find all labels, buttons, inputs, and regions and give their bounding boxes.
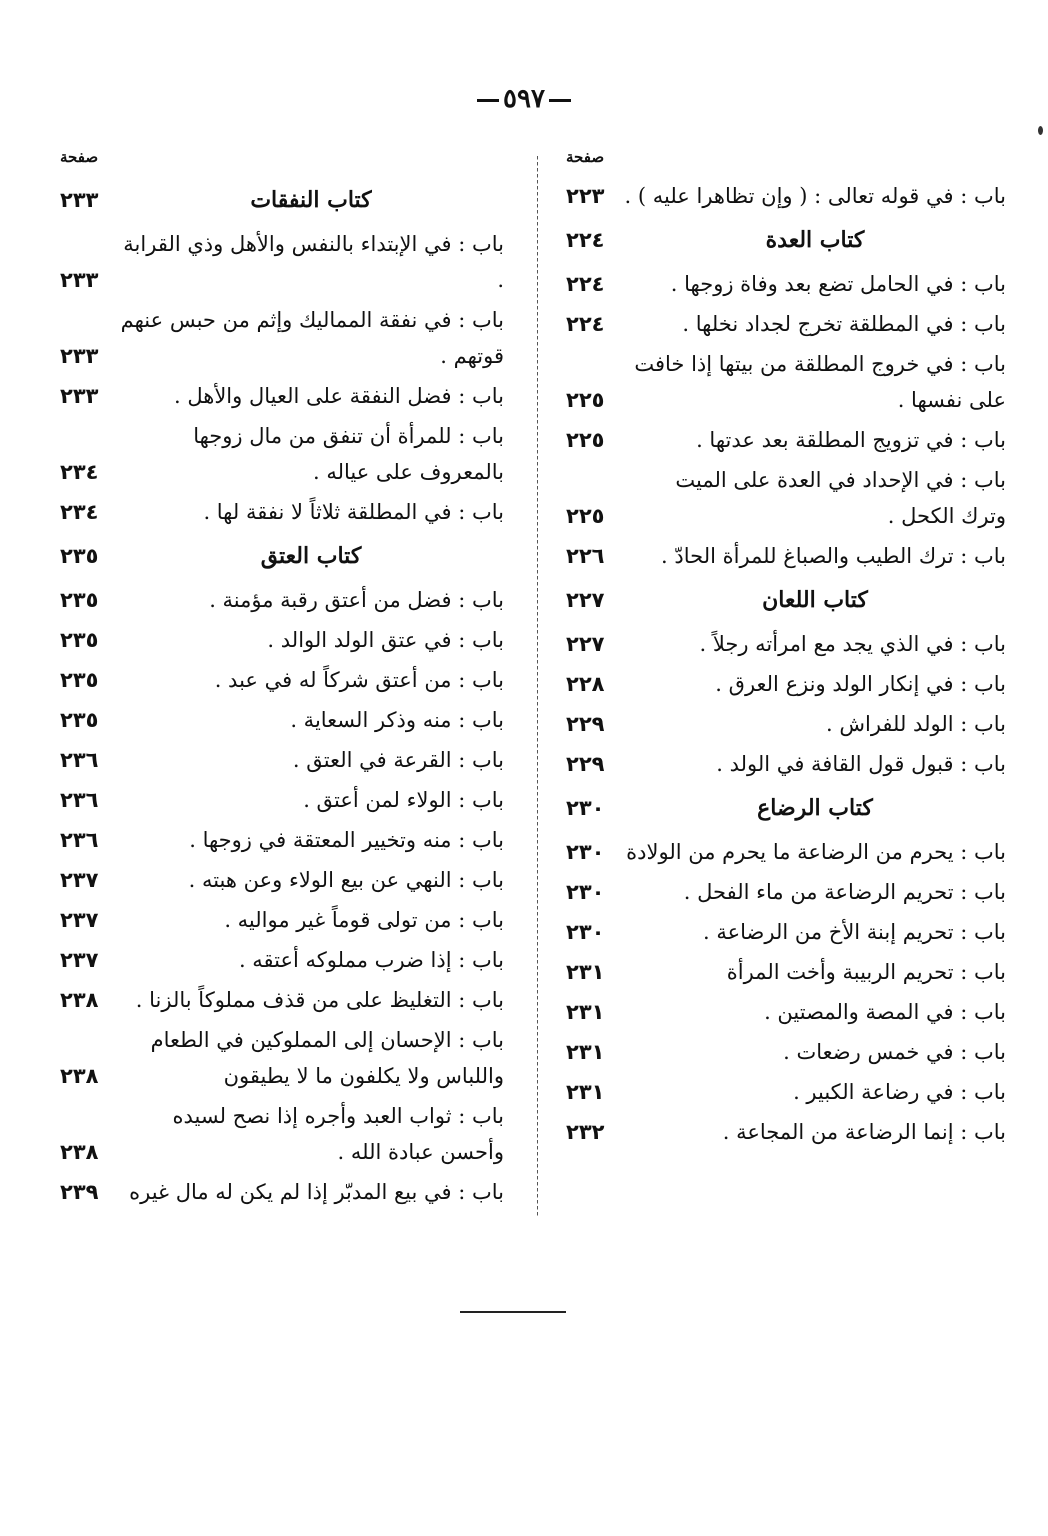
dash-left bbox=[549, 99, 571, 102]
chapter-entry-row bbox=[60, 780, 504, 820]
chapter-title: باب : النهي عن بيع الولاء وعن هبته . bbox=[188, 868, 504, 892]
chapter-title: باب : في عتق الولد الوالد . bbox=[267, 628, 504, 652]
chapter-entry-row bbox=[60, 416, 504, 492]
chapter-entry-row bbox=[566, 460, 1006, 536]
chapter-title: باب : تحريم الرضاعة من ماء الفحل . bbox=[683, 880, 1006, 904]
page-ref: ٢٢٥ bbox=[566, 504, 605, 528]
chapter-title: باب : من تولى قوماً غير مواليه . bbox=[224, 908, 504, 932]
chapter-title: باب : في رضاعة الكبير . bbox=[793, 1080, 1006, 1104]
chapter-entry-row bbox=[566, 912, 1006, 952]
chapter-entry-row bbox=[566, 832, 1006, 872]
chapter-title: باب : من أعتق شركاً له في عبد . bbox=[214, 668, 504, 692]
page-ref: ٢٣١ bbox=[566, 960, 605, 984]
chapter-entry-row bbox=[566, 952, 1006, 992]
chapter-title: باب : يحرم من الرضاعة ما يحرم من الولادة bbox=[626, 840, 1006, 864]
page-column-header-label: صفحة bbox=[566, 148, 605, 166]
chapter-title: باب : تحريم إبنة الأخ من الرضاعة . bbox=[702, 920, 1006, 944]
page-ref: ٢٣٩ bbox=[60, 1180, 99, 1204]
page-ref: ٢٣٥ bbox=[60, 668, 99, 692]
bottom-rule bbox=[460, 1311, 566, 1313]
page-ref: ٢٢٩ bbox=[566, 752, 605, 776]
chapter-title: باب : قبول قول القافة في الولد . bbox=[716, 752, 1006, 776]
chapter-entry-row bbox=[60, 900, 504, 940]
page-ref: ٢٣٠ bbox=[566, 920, 605, 944]
chapter-title: باب : القرعة في العتق . bbox=[292, 748, 504, 772]
page-ref: ٢٢٩ bbox=[566, 712, 605, 736]
chapter-title: باب : في الإبتداء بالنفس والأهل وذي القرابة . bbox=[123, 232, 504, 292]
chapter-title: باب : منه وتخيير المعتقة في زوجها . bbox=[189, 828, 504, 852]
chapter-entry-row bbox=[60, 1096, 504, 1172]
page-column-header-label: صفحة bbox=[60, 148, 99, 166]
page-ref: ٢٣٥ bbox=[60, 588, 99, 612]
page-column-header bbox=[566, 148, 1006, 176]
page-ref: ٢٣٨ bbox=[60, 1064, 99, 1088]
chapter-entry-row bbox=[566, 1032, 1006, 1072]
chapter-title: باب : الإحسان إلى المملوكين في الطعام واللباس ولا يكلفون ما لا يطيقون bbox=[150, 1028, 504, 1088]
page-ref: ٢٣٢ bbox=[566, 1120, 605, 1144]
chapter-title: باب : في نفقة المماليك وإثم من حبس عنهم قوتهم . bbox=[120, 308, 504, 368]
page-ref: ٢٣٣ bbox=[60, 384, 99, 408]
chapter-entry-row bbox=[60, 740, 504, 780]
right-column bbox=[566, 148, 1006, 1152]
page-ref: ٢٣٣ bbox=[60, 188, 99, 212]
page-ref: ٢٢٥ bbox=[566, 428, 605, 452]
page-number bbox=[0, 84, 1048, 114]
chapter-entry-row bbox=[566, 1072, 1006, 1112]
page-ref: ٢٣٦ bbox=[60, 828, 99, 852]
chapter-entry-row bbox=[60, 300, 504, 376]
chapter-entry-row bbox=[60, 620, 504, 660]
page-ref: ٢٢٧ bbox=[566, 588, 605, 612]
book-heading-row bbox=[566, 216, 1006, 264]
chapter-entry-row bbox=[566, 536, 1006, 576]
chapter-title: باب : تحريم الربيبة وأخت المرأة bbox=[726, 960, 1006, 984]
chapter-title: باب : في قوله تعالى : ( وإن تظاهرا عليه ) . bbox=[624, 184, 1006, 208]
chapter-entry-row bbox=[60, 492, 504, 532]
page-ref: ٢٣١ bbox=[566, 1000, 605, 1024]
chapter-title: باب : إنما الرضاعة من المجاعة . bbox=[722, 1120, 1006, 1144]
page-ref: ٢٣٠ bbox=[566, 880, 605, 904]
page-ref: ٢٢٨ bbox=[566, 672, 605, 696]
page-ref: ٢٣٤ bbox=[60, 460, 99, 484]
chapter-title: باب : في الإحداد في العدة على الميت وترك الكحل . bbox=[675, 468, 1006, 528]
book-title: كتاب العتق bbox=[260, 543, 362, 569]
chapter-title: باب : في خروج المطلقة من بيتها إذا خافت على نفسها . bbox=[634, 352, 1006, 412]
left-column-entries bbox=[60, 176, 504, 1212]
scan-speck bbox=[1038, 126, 1043, 135]
book-title: كتاب العدة bbox=[765, 227, 865, 253]
page-ref: ٢٣٤ bbox=[60, 500, 99, 524]
book-title: كتاب النفقات bbox=[250, 187, 372, 213]
page-ref: ٢٣٠ bbox=[566, 796, 605, 820]
chapter-entry-row bbox=[566, 624, 1006, 664]
page-ref: ٢٣١ bbox=[566, 1080, 605, 1104]
chapter-title: باب : ثواب العبد وأجره إذا نصح لسيده وأحسن عبادة الله . bbox=[172, 1104, 504, 1164]
chapter-entry-row bbox=[566, 664, 1006, 704]
book-title: كتاب اللعان bbox=[762, 587, 868, 613]
page-ref: ٢٢٧ bbox=[566, 632, 605, 656]
chapter-entry-row bbox=[60, 1172, 504, 1212]
page-ref: ٢٢٤ bbox=[566, 312, 605, 336]
chapter-entry-row bbox=[566, 344, 1006, 420]
chapter-title: باب : في الحامل تضع بعد وفاة زوجها . bbox=[670, 272, 1006, 296]
chapter-title: باب : الولاء لمن أعتق . bbox=[303, 788, 504, 812]
page-ref: ٢٣٣ bbox=[60, 268, 99, 292]
page-ref: ٢٢٤ bbox=[566, 272, 605, 296]
book-heading-row bbox=[566, 784, 1006, 832]
page-ref: ٢٣٥ bbox=[60, 708, 99, 732]
chapter-title: باب : في المطلقة ثلاثاً لا نفقة لها . bbox=[203, 500, 504, 524]
chapter-entry-row bbox=[566, 704, 1006, 744]
chapter-title: باب : في خمس رضعات . bbox=[783, 1040, 1006, 1064]
right-column-entries bbox=[566, 176, 1006, 1152]
page-ref: ٢٢٣ bbox=[566, 184, 605, 208]
chapter-entry-row bbox=[60, 940, 504, 980]
page-ref: ٢٢٥ bbox=[566, 388, 605, 412]
chapter-title: باب : في تزويج المطلقة بعد عدتها . bbox=[696, 428, 1006, 452]
dash-right bbox=[477, 99, 499, 102]
chapter-entry-row bbox=[60, 1020, 504, 1096]
chapter-entry-row bbox=[60, 820, 504, 860]
page-ref: ٢٣٥ bbox=[60, 544, 99, 568]
chapter-title: باب : في المطلقة تخرج لجداد نخلها . bbox=[682, 312, 1006, 336]
chapter-entry-row bbox=[60, 224, 504, 300]
page-ref: ٢٣٧ bbox=[60, 948, 99, 972]
page-ref: ٢٣٧ bbox=[60, 868, 99, 892]
chapter-title: باب : إذا ضرب مملوكه أعتقه . bbox=[238, 948, 504, 972]
book-heading-row bbox=[60, 176, 504, 224]
chapter-entry-row bbox=[566, 420, 1006, 460]
page-ref: ٢٣٦ bbox=[60, 748, 99, 772]
chapter-entry-row bbox=[566, 744, 1006, 784]
page-column-header bbox=[60, 148, 504, 176]
chapter-entry-row bbox=[566, 872, 1006, 912]
page-ref: ٢٣٣ bbox=[60, 344, 99, 368]
chapter-title: باب : للمرأة أن تنفق من مال زوجها بالمعروف على عياله . bbox=[193, 424, 504, 484]
chapter-entry-row bbox=[566, 1112, 1006, 1152]
chapter-title: باب : في الذي يجد مع امرأته رجلاً . bbox=[699, 632, 1006, 656]
chapter-entry-row bbox=[566, 304, 1006, 344]
book-title: كتاب الرضاع bbox=[757, 795, 873, 821]
chapter-title: باب : في إنكار الولد ونزع العرق . bbox=[715, 672, 1006, 696]
chapter-title: باب : التغليظ على من قذف مملوكاً بالزنا . bbox=[135, 988, 504, 1012]
chapter-title: باب : فضل النفقة على العيال والأهل . bbox=[174, 384, 504, 408]
page-ref: ٢٣٦ bbox=[60, 788, 99, 812]
column-divider bbox=[537, 156, 538, 1216]
page-ref: ٢٣٠ bbox=[566, 840, 605, 864]
page-ref: ٢٣٧ bbox=[60, 908, 99, 932]
chapter-title: باب : الولد للفراش . bbox=[826, 712, 1006, 736]
chapter-entry-row bbox=[566, 264, 1006, 304]
chapter-entry-row bbox=[60, 660, 504, 700]
chapter-entry-row bbox=[566, 176, 1006, 216]
page-ref: ٢٣١ bbox=[566, 1040, 605, 1064]
chapter-entry-row bbox=[566, 992, 1006, 1032]
chapter-title: باب : في المصة والمصتين . bbox=[764, 1000, 1006, 1024]
page-ref: ٢٣٥ bbox=[60, 628, 99, 652]
chapter-entry-row bbox=[60, 376, 504, 416]
page-number-text: ٥٩٧ bbox=[503, 84, 545, 114]
chapter-title: باب : فضل من أعتق رقبة مؤمنة . bbox=[209, 588, 504, 612]
left-column bbox=[60, 148, 504, 1212]
chapter-entry-row bbox=[60, 980, 504, 1020]
book-heading-row bbox=[60, 532, 504, 580]
book-heading-row bbox=[566, 576, 1006, 624]
chapter-title: باب : ترك الطيب والصباغ للمرأة الحادّ . bbox=[661, 544, 1006, 568]
chapter-title: باب : منه وذكر السعاية . bbox=[290, 708, 504, 732]
page-ref: ٢٣٨ bbox=[60, 988, 99, 1012]
page-ref: ٢٢٤ bbox=[566, 228, 605, 252]
chapter-entry-row bbox=[60, 700, 504, 740]
page-ref: ٢٢٦ bbox=[566, 544, 605, 568]
page-ref: ٢٣٨ bbox=[60, 1140, 99, 1164]
chapter-entry-row bbox=[60, 580, 504, 620]
chapter-title: باب : في بيع المدبّر إذا لم يكن له مال غيره bbox=[129, 1180, 504, 1204]
chapter-entry-row bbox=[60, 860, 504, 900]
